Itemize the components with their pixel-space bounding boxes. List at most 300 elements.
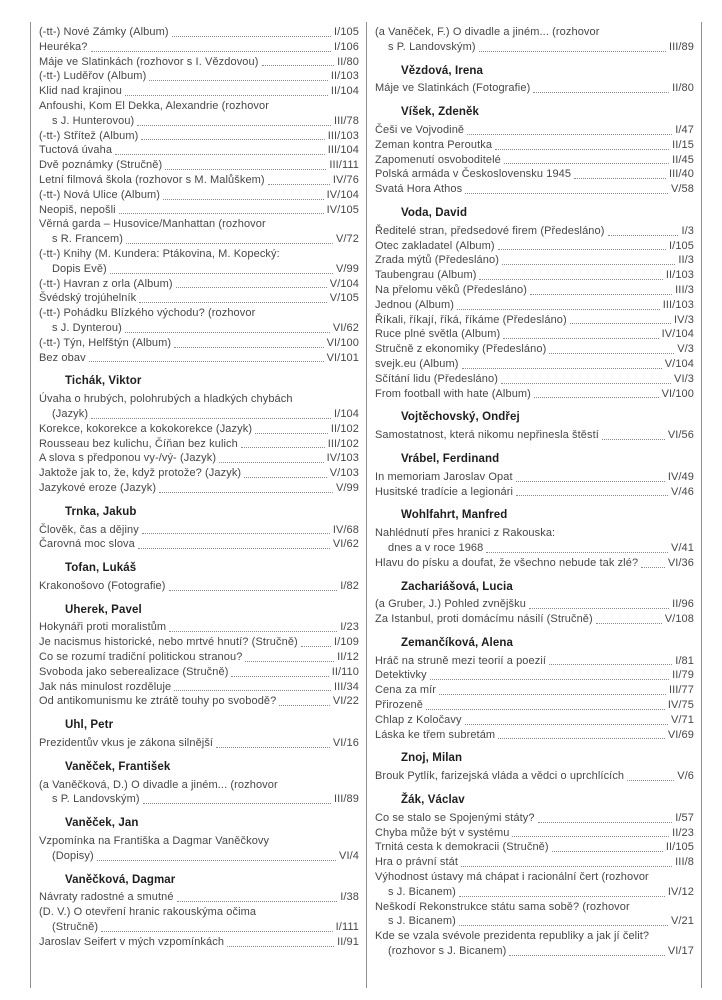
entry-title: Letní filmová škola (rozhovor s M. Malůškem) [39,173,265,186]
author-heading: Víšek, Zdeněk [401,106,480,119]
entry-title: s J. Hunterovou) [52,114,135,127]
entry-title: Neškodí Rekonstrukce státu sama sobě? (rozhovor [375,900,630,913]
dotted-leader [530,294,672,295]
entry-title: Samostatnost, která nikomu nepřinesla štěstí [375,429,599,442]
entry-title: Na přelomu věků (Předesláno) [375,283,527,296]
dotted-leader [216,747,330,748]
index-entry [375,313,694,328]
entry-ref: II/3 [678,254,694,267]
dotted-leader [516,481,665,482]
dotted-leader [279,705,329,706]
entry-ref: I/105 [669,239,694,252]
entry-title: Hlavu do písku a doufat, že všechno nebude tak zlé? [375,556,639,569]
entry-line [375,526,694,541]
entry-ref: II/96 [672,598,694,611]
dotted-leader [159,492,333,493]
entry-ref: VI/100 [661,387,694,400]
entry-line [375,698,694,713]
dotted-leader [459,896,665,897]
dotted-leader [141,139,324,140]
entry-line [375,138,694,153]
entry-ref: VI/22 [332,695,359,708]
entry-line [39,778,359,793]
entry-ref: II/45 [672,153,694,166]
entry-line [39,920,359,935]
entry-line [375,597,694,612]
entry-line [39,291,359,306]
index-entry [39,523,359,538]
entry-ref: VI/69 [667,728,694,741]
dotted-leader [533,92,669,93]
entry-ref: IV/103 [326,452,359,465]
entry-line [375,914,694,929]
entry-title: Cena za mír [375,684,437,697]
entry-ref: V/58 [670,183,694,196]
dotted-leader [255,433,328,434]
index-entry [39,336,359,351]
dotted-leader [115,154,325,155]
entry-title: Návraty radostné a smutné [39,891,174,904]
entry-ref: III/8 [675,856,694,869]
entry-title: s J. Bicanem) [388,885,456,898]
entry-line [39,321,359,336]
entry-title: Polská armáda v Československu 1945 [375,168,572,181]
index-entry [39,422,359,437]
entry-line [39,694,359,709]
entry-line [39,579,359,594]
index-entry [39,84,359,99]
entry-title: (a Vaněček, F.) O divadle a jiném... (rozhovor [375,26,600,38]
entry-line [375,283,694,298]
entry-line [375,387,694,402]
entry-line [375,81,694,96]
dotted-leader [126,243,333,244]
dotted-leader [534,397,659,398]
entry-line [39,188,359,203]
entry-ref: IV/104 [326,188,359,201]
dotted-leader [495,149,669,150]
entry-ref: V/104 [329,277,359,290]
dotted-leader [91,418,331,419]
entry-line [39,158,359,173]
entry-ref: V/6 [677,770,694,783]
entry-line [39,247,359,262]
entry-ref: III/78 [333,114,359,127]
entry-title: Chlap z Koločavy [375,713,462,726]
index-entry [375,612,694,627]
entry-ref: VI/62 [332,321,359,334]
entry-title: Otec zakladatel (Album) [375,239,495,252]
entry-title: Člověk, čas a dějiny [39,523,139,536]
entry-title: Husitské tradície a legionári [375,485,514,498]
entry-line [375,327,694,342]
entry-ref: VI/16 [332,737,359,750]
entry-ref: I/23 [340,621,359,634]
entry-title: Neopiš, nepošli [39,203,116,216]
entry-title: (rozhovor s J. Bicanem) [388,945,507,958]
entry-line [375,683,694,698]
dotted-leader [174,347,323,348]
entry-title: A slova s předponou vy-/vý- (Jazyk) [39,452,217,465]
index-entry [39,217,359,247]
dotted-leader [227,946,334,947]
entry-title: Co se stalo se Spojenými státy? [375,811,535,824]
index-entry [39,736,359,751]
index-entry [375,683,694,698]
entry-ref: I/106 [334,40,359,53]
entry-title: Jaktože jak to, že, když protože? (Jazyk) [39,467,242,480]
entry-ref: IV/76 [332,173,359,186]
entry-title: Češi ve Vojvodině [375,123,465,136]
author-heading: Wohlfahrt, Manfred [401,509,508,522]
entry-line [375,224,694,239]
entry-title: (-tt-) Luděřov (Album) [39,70,147,83]
entry-ref: VI/101 [326,351,359,364]
dotted-leader [139,302,326,303]
entry-title: Rousseau bez kulichu, Číňan bez kulich [39,437,238,450]
index-entry [375,826,694,841]
entry-line [375,40,694,55]
dotted-leader [574,178,666,179]
index-entry [375,654,694,669]
entry-title: s J. Bicanem) [388,915,456,928]
index-entry [39,481,359,496]
index-entry [39,620,359,635]
index-entry [375,870,694,900]
dotted-leader [570,323,671,324]
entry-line [39,217,359,232]
entry-title: Máje ve Slatinkách (Fotografie) [375,82,531,95]
entry-line [375,123,694,138]
entry-line [375,728,694,743]
entry-title: (-tt-) Týn, Helfštýn (Album) [39,336,172,349]
dotted-leader [231,676,328,677]
entry-ref: IV/68 [332,523,359,536]
dotted-leader [119,213,324,214]
index-entry [375,357,694,372]
index-entry [39,694,359,709]
dotted-leader [149,80,328,81]
dotted-leader [169,631,337,632]
index-entry [39,834,359,864]
entry-title: s P. Landovským) [52,793,140,806]
author-heading: Tofan, Lukáš [65,562,137,575]
dotted-leader [549,664,672,665]
dotted-leader [512,836,669,837]
entry-ref: III/103 [327,129,359,142]
entry-ref: III/111 [329,159,359,172]
dotted-leader [301,646,331,647]
dotted-leader [245,661,334,662]
entry-title: Prezidentův vkus je zákona silnější [39,737,214,750]
dotted-leader [426,709,665,710]
entry-line [39,537,359,552]
index-entry [375,298,694,313]
entry-ref: VI/62 [332,538,359,551]
entry-ref: III/89 [333,793,359,806]
entry-line [39,792,359,807]
entry-line [39,173,359,188]
entry-title: Vzpomínka na Františka a Dagmar Vaněčkovy [39,835,270,848]
index-entry [39,203,359,218]
entry-line [39,635,359,650]
entry-ref: II/104 [330,85,359,98]
dotted-leader [509,955,664,956]
index-entry [39,905,359,935]
dotted-leader [169,590,338,591]
entry-line [39,262,359,277]
dotted-leader [91,51,332,52]
index-entry [39,247,359,277]
entry-title: Jednou (Album) [375,298,455,311]
author-heading: Vrábel, Ferdinand [401,452,500,465]
dotted-leader [125,332,330,333]
index-entry [39,143,359,158]
index-entry [375,698,694,713]
dotted-leader [244,477,327,478]
index-entry [375,840,694,855]
entry-title: (-tt-) Střítež (Album) [39,129,139,142]
entry-line [375,182,694,197]
entry-line [39,523,359,538]
index-entry [375,25,694,55]
dotted-leader [549,353,674,354]
author-heading: Vaněček, František [65,760,171,773]
entry-title: Zapomenutí osvoboditelé [375,153,501,166]
entry-title: Zeman kontra Peroutka [375,138,493,151]
entry-ref: I/47 [675,123,694,136]
entry-title: Klid nad krajinou [39,85,123,98]
entry-title: Nahlédnutí přes hranici z Rakouska: [375,527,556,540]
entry-title: Hráč na struně mezi teorií a poezií [375,654,547,667]
index-columns [30,22,702,988]
entry-ref: VI/3 [674,372,694,385]
dotted-leader [465,724,668,725]
entry-title: Zrada mýtů (Předesláno) [375,254,499,267]
entry-title: Výhodnost ústavy má chápat i racionální čert (rozhovor [375,871,649,884]
entry-ref: IV/105 [326,203,359,216]
entry-ref: V/21 [670,915,694,928]
author-heading: Žák, Václav [401,794,465,807]
entry-title: Tuctová úvaha [39,144,113,157]
index-entry [375,327,694,342]
dotted-leader [461,866,672,867]
index-entry [39,173,359,188]
entry-line [39,143,359,158]
entry-line [39,890,359,905]
entry-title: Jak nás minulost rozděluje [39,680,172,693]
dotted-leader [503,338,658,339]
entry-title: Taubengrau (Album) [375,269,477,282]
dotted-leader [143,803,331,804]
entry-ref: V/99 [335,481,359,494]
entry-ref: I/104 [334,407,359,420]
index-entry [39,158,359,173]
author-heading: Uherek, Pavel [65,603,142,616]
entry-line [375,713,694,728]
index-entry [375,769,694,784]
dotted-leader [479,51,666,52]
index-entry [375,485,694,500]
entry-ref: II/91 [337,935,359,948]
entry-line [39,466,359,481]
index-entry [375,811,694,826]
entry-line [375,769,694,784]
index-entry [375,153,694,168]
index-entry [39,40,359,55]
entry-line [375,900,694,915]
entry-ref: I/111 [335,921,359,934]
dotted-leader [163,199,324,200]
index-entry [375,526,694,556]
index-column-left [30,22,366,988]
dotted-leader [462,368,662,369]
entry-line [375,668,694,683]
entry-ref: II/12 [337,651,359,664]
index-entry [375,387,694,402]
entry-title: (Jazyk) [52,407,89,420]
index-entry [375,470,694,485]
index-entry [375,253,694,268]
entry-title: Anfoushi, Kom El Dekka, Alexandrie (rozhovor [39,99,270,112]
entry-title: (-tt-) Nové Zámky (Album) [39,26,169,38]
index-entry [39,537,359,552]
entry-line [39,935,359,950]
entry-line [39,232,359,247]
entry-ref: V/72 [335,233,359,246]
entry-title: Hra o právní stát [375,856,459,869]
author-heading: Voda, David [401,206,468,219]
dotted-leader [172,36,331,37]
entry-line [375,870,694,885]
index-entry [39,650,359,665]
entry-title: Stručně z ekonomiky (Předesláno) [375,343,547,356]
entry-line [375,357,694,372]
entry-title: (-tt-) Pohádku Blízkého východu? (rozhovor [39,307,256,320]
index-entry [39,129,359,144]
entry-ref: V/104 [664,357,694,370]
entry-line [39,392,359,407]
entry-ref: VI/4 [339,849,359,862]
entry-title: Svatá Hora Athos [375,183,463,196]
entry-ref: V/71 [670,713,694,726]
index-entry [39,306,359,336]
entry-title: (a Vaněčková, D.) O divadle a jiném... (rozhovor [39,778,278,791]
entry-ref: VI/36 [667,556,694,569]
index-entry [375,224,694,239]
entry-line [375,313,694,328]
entry-line [39,422,359,437]
index-entry [375,556,694,571]
entry-title: Je nacismus historické, nebo mrtvé hnutí? (Stručně) [39,636,298,649]
index-entry [375,900,694,930]
entry-ref: III/3 [675,283,694,296]
entry-ref: II/80 [672,82,694,95]
index-entry [375,182,694,197]
entry-title: Sčítání lidu (Předesláno) [375,372,498,385]
entry-title: Brouk Pytlík, farizejská vláda a vědci o uprchlících [375,770,625,783]
entry-ref: I/81 [675,654,694,667]
index-entry [39,635,359,650]
dotted-leader [268,184,330,185]
dotted-leader [137,125,331,126]
dotted-leader [465,193,668,194]
entry-title: Chyba může být v systému [375,826,510,839]
entry-ref: II/110 [331,665,359,678]
entry-line [39,736,359,751]
index-entry [39,392,359,422]
entry-line [375,342,694,357]
dotted-leader [430,679,669,680]
dotted-leader [608,235,679,236]
entry-line [375,885,694,900]
dotted-leader [138,548,330,549]
entry-line [39,680,359,695]
entry-line [39,69,359,84]
entry-ref: II/105 [665,841,694,854]
entry-line [375,239,694,254]
entry-line [39,336,359,351]
entry-line [375,826,694,841]
index-entry [375,138,694,153]
entry-title: Korekce, kokorekce a kokokorekce (Jazyk) [39,422,253,435]
entry-ref: V/41 [670,541,694,554]
entry-ref: III/103 [662,298,694,311]
dotted-leader [176,287,327,288]
index-entry [39,890,359,905]
index-entry [39,935,359,950]
author-heading: Znoj, Milan [401,752,463,765]
entry-ref: V/3 [677,343,694,356]
index-entry [375,929,694,959]
entry-title: Svoboda jako seberealizace (Stručně) [39,665,229,678]
entry-title: Co se rozumí tradiční politickou stranou? [39,651,243,664]
index-entry [375,428,694,443]
entry-title: s J. Dynterou) [52,321,122,334]
entry-line [375,855,694,870]
entry-title: Láska ke třem subretám [375,728,496,741]
entry-line [375,372,694,387]
entry-ref: V/105 [329,292,359,305]
entry-ref: I/105 [334,26,359,38]
entry-title: (-tt-) Knihy (M. Kundera: Ptákovina, M. Kopecký: [39,247,280,260]
entry-title: (D. V.) O otevření hranic rakouskýma očima [39,906,257,919]
entry-title: Věrná garda – Husovice/Manhattan (rozhovor [39,218,266,231]
index-entry [39,437,359,452]
entry-ref: IV/3 [674,313,694,326]
entry-ref: V/99 [335,262,359,275]
author-heading: Tichák, Viktor [65,375,142,388]
entry-line [39,114,359,129]
index-entry [375,372,694,387]
entry-line [375,153,694,168]
entry-title: In memoriam Jaroslav Opat [375,470,513,483]
entry-line [39,437,359,452]
author-heading: Vaněčková, Dagmar [65,873,176,886]
entry-title: s R. Francem) [52,233,123,246]
dotted-leader [241,447,325,448]
entry-ref: IV/104 [661,328,694,341]
author-heading: Vojtěchovský, Ondřej [401,411,520,424]
entry-ref: I/38 [340,891,359,904]
entry-ref: V/46 [670,485,694,498]
entry-title: Ředitelé stran, předsedové firem (Předesláno) [375,224,605,237]
entry-line [39,99,359,114]
entry-ref: III/89 [668,40,694,53]
dotted-leader [498,249,666,250]
dotted-leader [602,439,665,440]
dotted-leader [641,567,665,568]
